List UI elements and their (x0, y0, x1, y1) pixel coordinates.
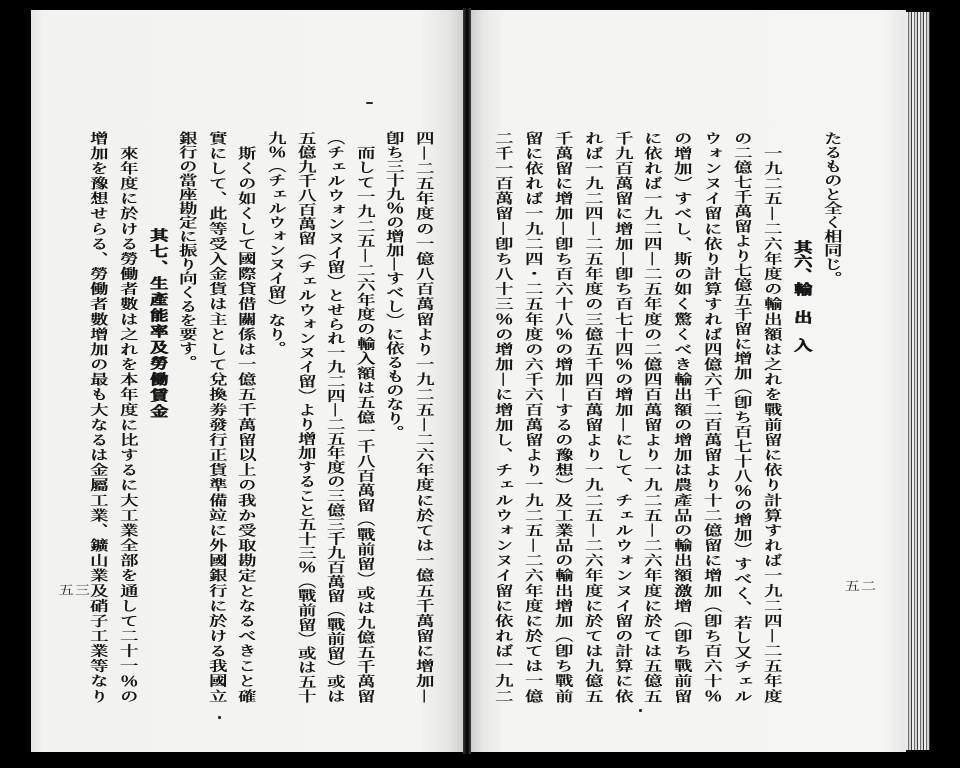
text-column: たるものと全く相同じ。 (821, 131, 843, 285)
text-column: 二千一百萬留—卽ち八十三％の增加—に增加し、チェルウォンヌイ留に依れば一九二 (492, 131, 514, 703)
text-column: 而して一九二五—二六年度の輸入額は五億一千八百萬留（戰前留）或は九億五千萬留 (354, 131, 376, 703)
book-gutter (463, 8, 471, 754)
text-column: 增加を豫想せらる、勞働者數增加の最も大なるは金屬工業、鑛山業及硝子工業等なり (87, 131, 109, 703)
text-column: （チェルウォンヌイ留）とせられ一九二四—二五年度の三億三千九百萬留（戰前留）或は (324, 131, 346, 703)
left-page (31, 10, 463, 752)
text-column: 卽ち三十九％の增加—すべし）に依るものなり。 (383, 131, 405, 439)
text-column: 斯くの如くして國際貸借關係は一億五千萬留以上の我か受取勘定となるべきこと確 (235, 131, 257, 703)
section-heading: 其六、輸 出 入 (791, 240, 813, 352)
right-page (471, 10, 906, 752)
text-column: 一九二五—二六年度の輸出額は之れを戰前留に依り計算すれば一九二四—二五年度 (761, 131, 783, 703)
text-column: 銀行の當座勘定に振り向くるを要す。 (176, 131, 198, 369)
text-column: 來年度に於ける勞働者數は之れを本年度に比するに大工業全部を通して二十一％の (117, 131, 139, 703)
text-column: 九％（チェルウォンヌイ留）なり。 (265, 131, 287, 355)
text-column: 千九百萬留に增加—卽ち百七十四％の增加—にして、チェルウォンヌイ留の計算に依 (612, 131, 634, 703)
scan-speck (218, 716, 221, 719)
text-column: 四—二五年度の一億八百萬留より一九二五—二六年度に於ては一億五千萬留に增加— (413, 131, 435, 703)
page-number: 五二 (844, 579, 878, 593)
page-number: 五三 (58, 583, 92, 597)
scan-speck (366, 102, 373, 104)
text-column: 留に依れば一九二四・二五年度の六千六百萬留より一九二五—二六年度に於ては一億 (522, 131, 544, 703)
text-column: れば一九二四—二五年度の三億五千四百萬留より一九二五—二六年度に於ては九億五 (582, 131, 604, 703)
scan-speck (639, 709, 642, 712)
text-column: 千萬留に增加—卽ち百六十八％の增加—するの豫想）及工業品の輸出增加（卽ち戰前 (552, 131, 574, 703)
text-column: の增加）すべし、斯の如く驚くべき輸出額の增加は農產品の輸出額激增（卽ち戰前留 (671, 131, 693, 703)
text-column: に依れば一九二四—二五年度の二億四百萬留より一九二五—二六年度に於ては五億五 (641, 131, 663, 703)
text-column: 五億九千八百萬留（チェルウォンヌイ留）より增加すること五十三％（戰前留）或は五十 (295, 131, 317, 703)
page-edges (906, 12, 930, 750)
section-heading: 其七、生產能率及勞働賃金 (147, 228, 169, 420)
text-column: ウォンヌイ留に依り計算すれば四億六千二百萬留より十二億留に增加（卽ち百六十％ (701, 131, 723, 703)
text-column: 實にして、此等受入金貨は主として兌換劵發行正貨準備竝に外國銀行に於ける我國立 (206, 131, 228, 703)
text-column: の二億七千萬留より七億五千留に增加（卽ち百七十八％の增加）すべく、若し又チェル (731, 131, 753, 703)
